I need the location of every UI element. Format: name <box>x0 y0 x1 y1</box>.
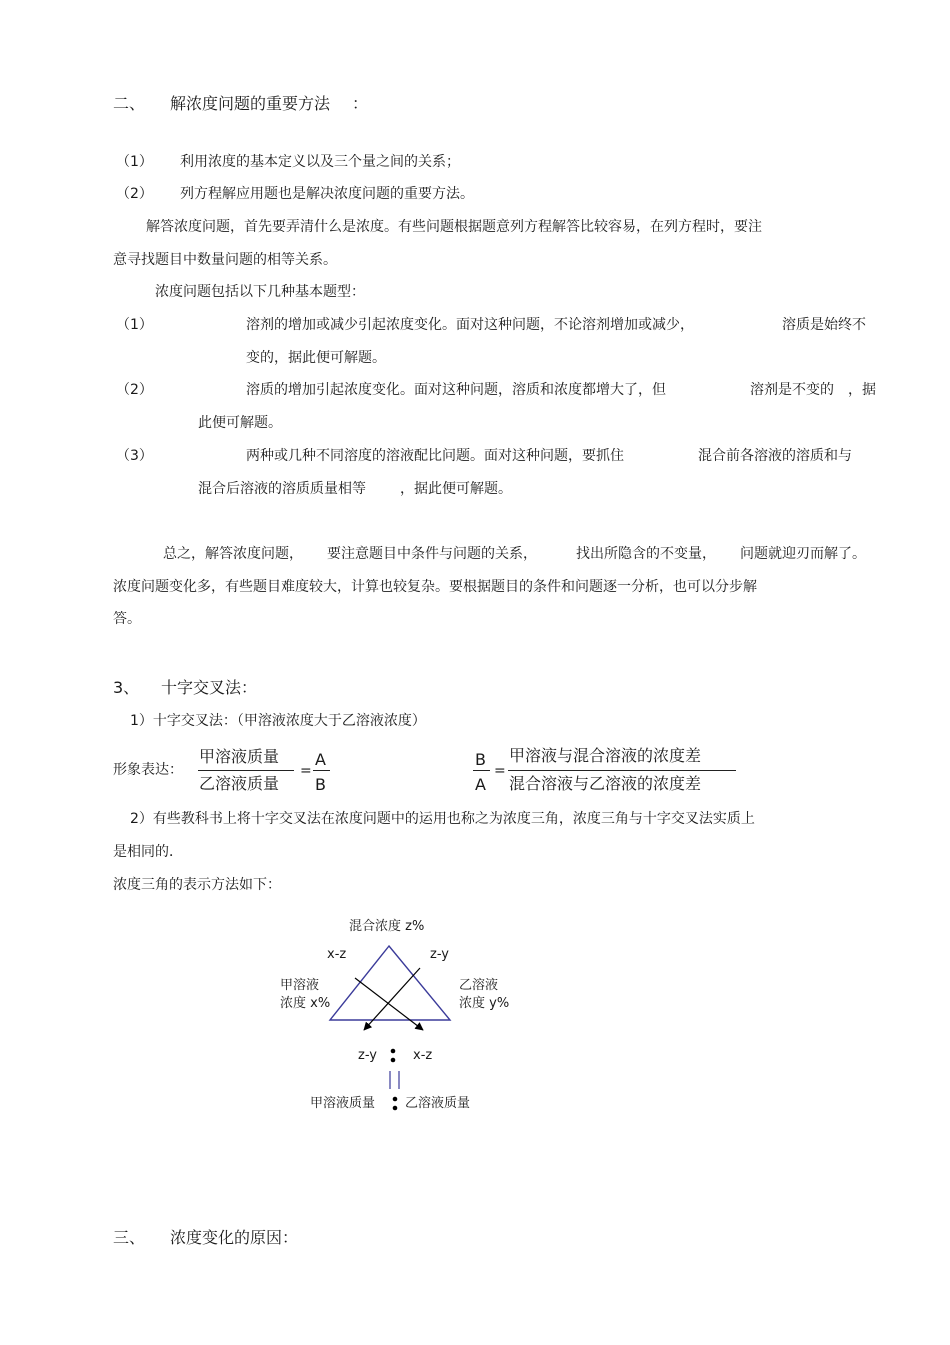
cross-item: 2）有些教科书上将十字交叉法在浓度问题中的运用也称之为浓度三角，浓度三角与十字交叉法实质上 <box>130 811 755 827</box>
type-number: （3） <box>116 448 153 464</box>
diagram-ratio-right: x-z <box>413 1048 433 1063</box>
cross-item: 1）十字交叉法：（甲溶液浓度大于乙溶液浓度） <box>130 713 426 729</box>
section-title: 解浓度问题的重要方法 <box>170 94 331 113</box>
method-number: （1） <box>116 154 153 170</box>
mass-colon-dot <box>393 1097 398 1102</box>
triangle-intro: 浓度三角的表示方法如下： <box>113 877 281 893</box>
type-text: 溶剂的增加或减少引起浓度变化。面对这种问题，不论溶剂增加或减少， <box>246 317 694 333</box>
intro-line: 意寻找题目中数量问题的相等关系。 <box>113 252 337 268</box>
type-text: ，据此便可解题。 <box>400 481 512 497</box>
type-text: 两种或几种不同溶度的溶液配比问题。面对这种问题，要抓住 <box>246 448 624 464</box>
diagram-right-name: 乙溶液 <box>459 978 499 993</box>
section-number: 3、 <box>113 678 140 697</box>
method-text: 利用浓度的基本定义以及三个量之间的关系； <box>180 154 460 170</box>
type-text: 变的，据此便可解题。 <box>246 350 386 366</box>
type-text: ，据 <box>848 382 876 398</box>
section-number: 二、 <box>113 94 146 113</box>
fraction-numerator: 甲溶液与混合溶液的浓度差 <box>509 746 702 765</box>
summary-text: 总之，解答浓度问题， <box>163 546 303 562</box>
diagram-mass-left: 甲溶液质量 <box>310 1096 376 1111</box>
fraction-denominator: B <box>315 775 326 794</box>
fraction-numerator: B <box>475 750 486 769</box>
cross-item: 是相同的． <box>113 844 183 860</box>
diagram-right-conc: 浓度 y% <box>459 996 510 1011</box>
equals-sign: = <box>300 763 312 779</box>
type-text: 混合后溶液的溶质质量相等 <box>198 481 366 497</box>
section-number: 三、 <box>113 1228 146 1247</box>
arrow-right-down <box>355 978 423 1030</box>
summary-text: 要注意题目中条件与问题的关系， <box>327 546 537 562</box>
type-text: 溶质是始终不 <box>782 317 866 333</box>
type-text: 混合前各溶液的溶质和与 <box>698 448 852 464</box>
diagram-mass-right: 乙溶液质量 <box>405 1096 471 1111</box>
ratio-colon-dot <box>391 1049 396 1054</box>
ratio-colon-dot <box>391 1058 396 1063</box>
section-title: 浓度变化的原因： <box>170 1228 299 1247</box>
type-number: （2） <box>116 382 153 398</box>
type-text: 此便可解题。 <box>198 415 282 431</box>
formula-label: 形象表达： <box>113 762 183 778</box>
diagram-right-edge: z-y <box>430 947 449 962</box>
type-text: 溶质的增加引起浓度变化。面对这种问题，溶质和浓度都增大了，但 <box>246 382 666 398</box>
mass-colon-dot <box>393 1106 398 1111</box>
section-title: 十字交叉法： <box>161 678 258 697</box>
summary-text: 答。 <box>113 611 141 627</box>
fraction-denominator: A <box>475 775 486 794</box>
fraction-numerator: 甲溶液质量 <box>199 747 280 766</box>
type-text: 溶剂是不变的 <box>750 382 834 398</box>
fraction-numerator: A <box>315 750 326 769</box>
diagram-left-edge: x-z <box>327 947 347 962</box>
summary-text: 问题就迎刃而解了。 <box>740 546 866 562</box>
diagram-left-conc: 浓度 x% <box>280 996 331 1011</box>
diagram-left-name: 甲溶液 <box>280 978 320 993</box>
diagram-ratio-left: z-y <box>358 1048 377 1063</box>
equals-sign: = <box>494 763 506 779</box>
summary-text: 找出所隐含的不变量， <box>576 546 716 562</box>
summary-text: 浓度问题变化多，有些题目难度较大，计算也较复杂。要根据题目的条件和问题逐一分析，也可以分步解 <box>113 579 757 595</box>
type-number: （1） <box>116 317 153 333</box>
method-number: （2） <box>116 186 153 202</box>
intro-line: 解答浓度问题，首先要弄清什么是浓度。有些问题根据题意列方程解答比较容易，在列方程时，要注 <box>146 219 762 235</box>
fraction-denominator: 乙溶液质量 <box>199 774 280 793</box>
section-colon: ： <box>352 94 369 113</box>
method-text: 列方程解应用题也是解决浓度问题的重要方法。 <box>180 186 474 202</box>
fraction-denominator: 混合溶液与乙溶液的浓度差 <box>509 774 702 793</box>
types-intro: 浓度问题包括以下几种基本题型： <box>155 284 365 300</box>
diagram-top-label: 混合浓度 z% <box>349 919 425 934</box>
